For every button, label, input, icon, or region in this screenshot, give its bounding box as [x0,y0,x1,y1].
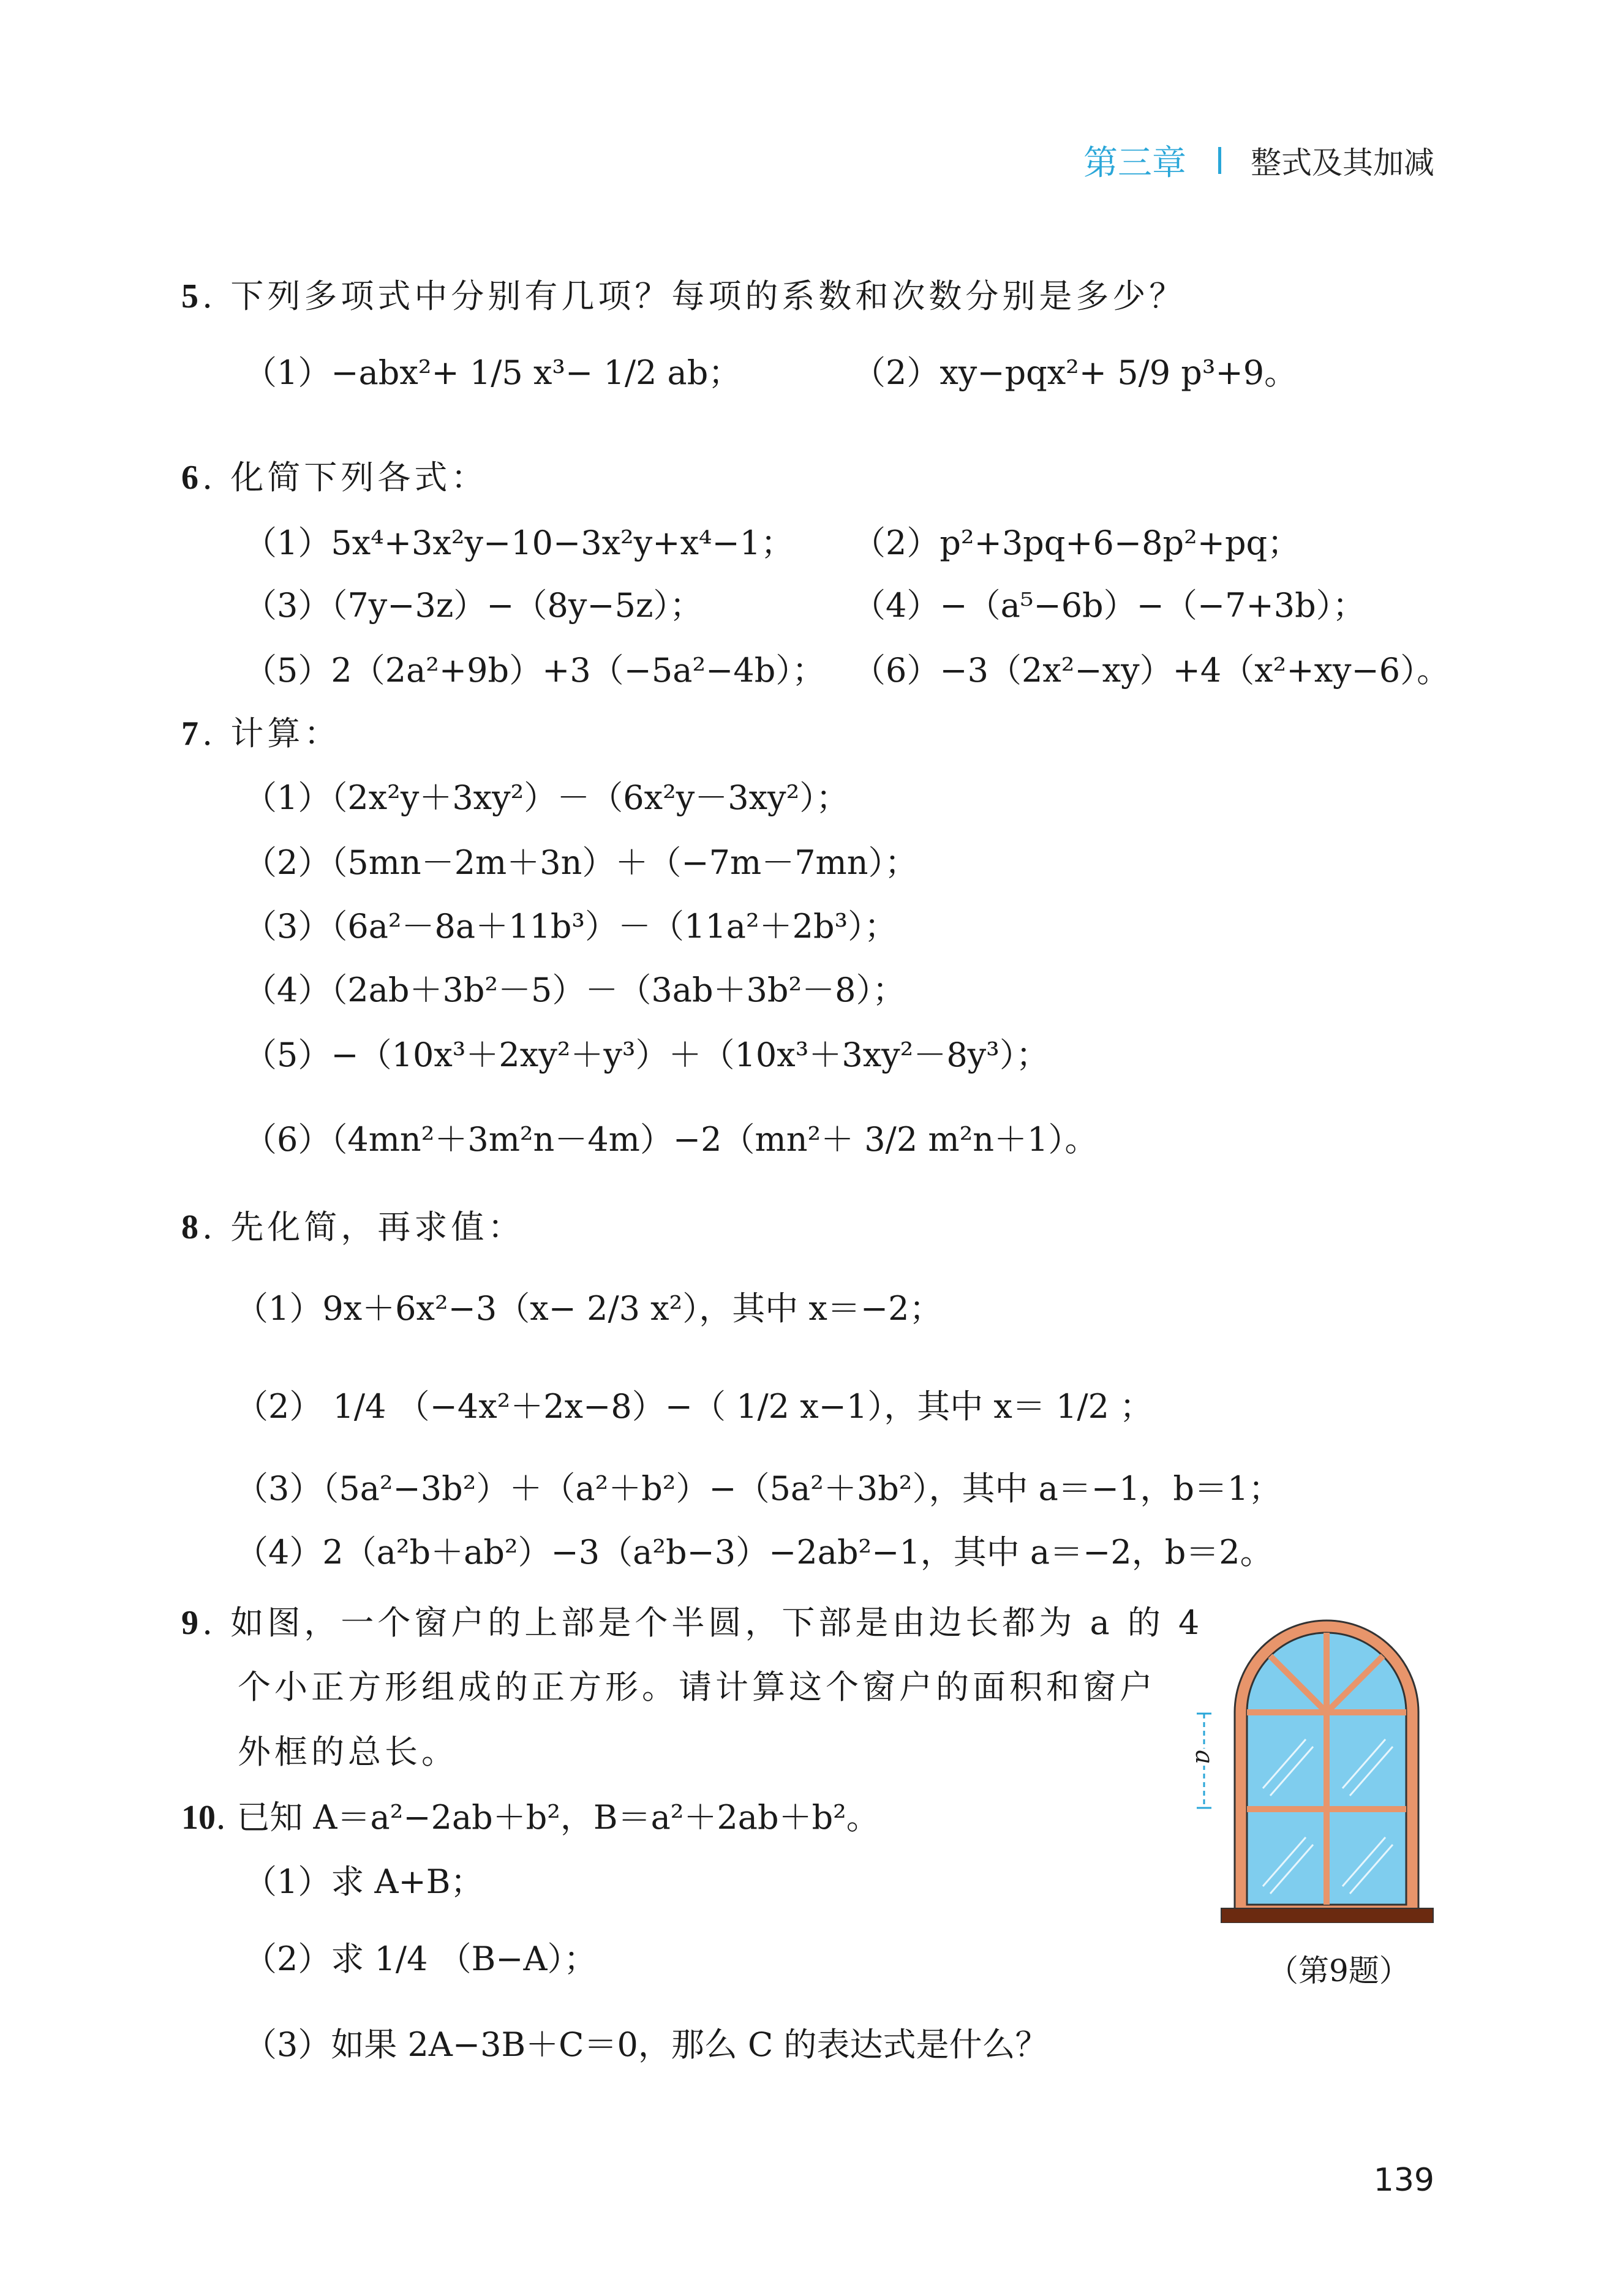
problem-6-item-6: （6）−3（2x²−xy）+4（x²+xy−6）。 [853,651,1450,690]
problem-10-item-2: （2）求 1/4 （B−A）； [244,1940,597,1978]
problem-8-item-3: （3）（5a²−3b²）＋（a²＋b²）−（5a²＋3b²），其中 a＝−1，b＝1； [235,1469,1282,1508]
problem-10-item-1: （1）求 A+B； [244,1862,484,1901]
problem-10-item-3: （3）如果 2A−3B＋C＝0，那么 C 的表达式是什么？ [244,2025,1049,2064]
problem-8-item-4: （4）2（a²b＋ab²）−3（a²b−3）−2ab²−1，其中 a＝−2，b＝2。 [235,1533,1273,1571]
problem-6-item-1: （1）5x⁴+3x²y−10−3x²y+x⁴−1； [244,524,794,562]
problem-9-line-1: 9. 如图，一个窗户的上部是个半圆，下部是由边长都为 a 的 4 [181,1603,1203,1642]
problem-8-title: 8. 先化简，再求值： [181,1208,525,1246]
problem-8-item-1: （1）9x＋6x²−3（x− 2/3 x²），其中 x＝−2； [235,1289,943,1328]
problem-7-item-1: （1）（2x²y＋3xy²）－（6x²y－3xy²）； [244,778,849,817]
problem-8-item-2: （2） 1/4 （−4x²＋2x−8）−（ 1/2 x−1），其中 x＝ 1/2 ； [235,1387,1153,1426]
problem-9-line-2: 个小正方形组成的正方形。请计算这个窗户的面积和窗户 [238,1668,1156,1706]
problem-10-title: 10. 已知 A＝a²−2ab＋b²，B＝a²＋2ab＋b²。 [181,1798,879,1837]
problem-9-line-3: 外框的总长。 [238,1733,458,1771]
problem-6-title: 6. 化简下列各式： [181,458,488,497]
problem-5-title: 5. 下列多项式中分别有几项？每项的系数和次数分别是多少？ [181,277,1186,315]
problem-6-item-3: （3）（7y−3z）−（8y−5z）； [244,586,703,625]
header-divider [1218,147,1221,174]
chapter-title: 整式及其加减 [1251,145,1434,181]
problem-6-item-4: （4）−（a⁵−6b）−（−7+3b）； [853,586,1366,625]
problem-7-title: 7. 计算： [181,714,341,753]
page-header [1083,136,1434,185]
problem-7-item-3: （3）（6a²－8a＋11b³）－（11a²＋2b³）； [244,907,898,946]
problem-6-item-2: （2）p²+3pq+6−8p²+pq； [853,524,1301,562]
problem-7-item-4: （4）（2ab＋3b²－5）－（3ab＋3b²－8）； [244,971,906,1009]
chapter-label: 第三章 [1083,143,1186,183]
window-figure [1189,1605,1434,1931]
page-number: 139 [1373,2162,1434,2199]
problem-5-item-1: （1）−abx²+ 1/5 x³− 1/2 ab； [244,353,742,392]
problem-7-item-6: （6）（4mn²＋3m²n－4m）−2（mn²＋ 3/2 m²n＋1）。 [244,1120,1098,1159]
problem-7-item-5: （5）−（10x³＋2xy²＋y³）＋（10x³＋3xy²－8y³）； [244,1036,1049,1074]
problem-7-item-2: （2）（5mn－2m＋3n）＋（−7m－7mn）； [244,843,918,882]
dimension-label: a [1189,1750,1218,1764]
figure-caption: （第9题） [1268,1953,1410,1989]
problem-6-item-5: （5）2（2a²+9b）+3（−5a²−4b）； [244,651,826,690]
problem-5-item-2: （2）xy−pqx²+ 5/9 p³+9。 [853,353,1298,392]
